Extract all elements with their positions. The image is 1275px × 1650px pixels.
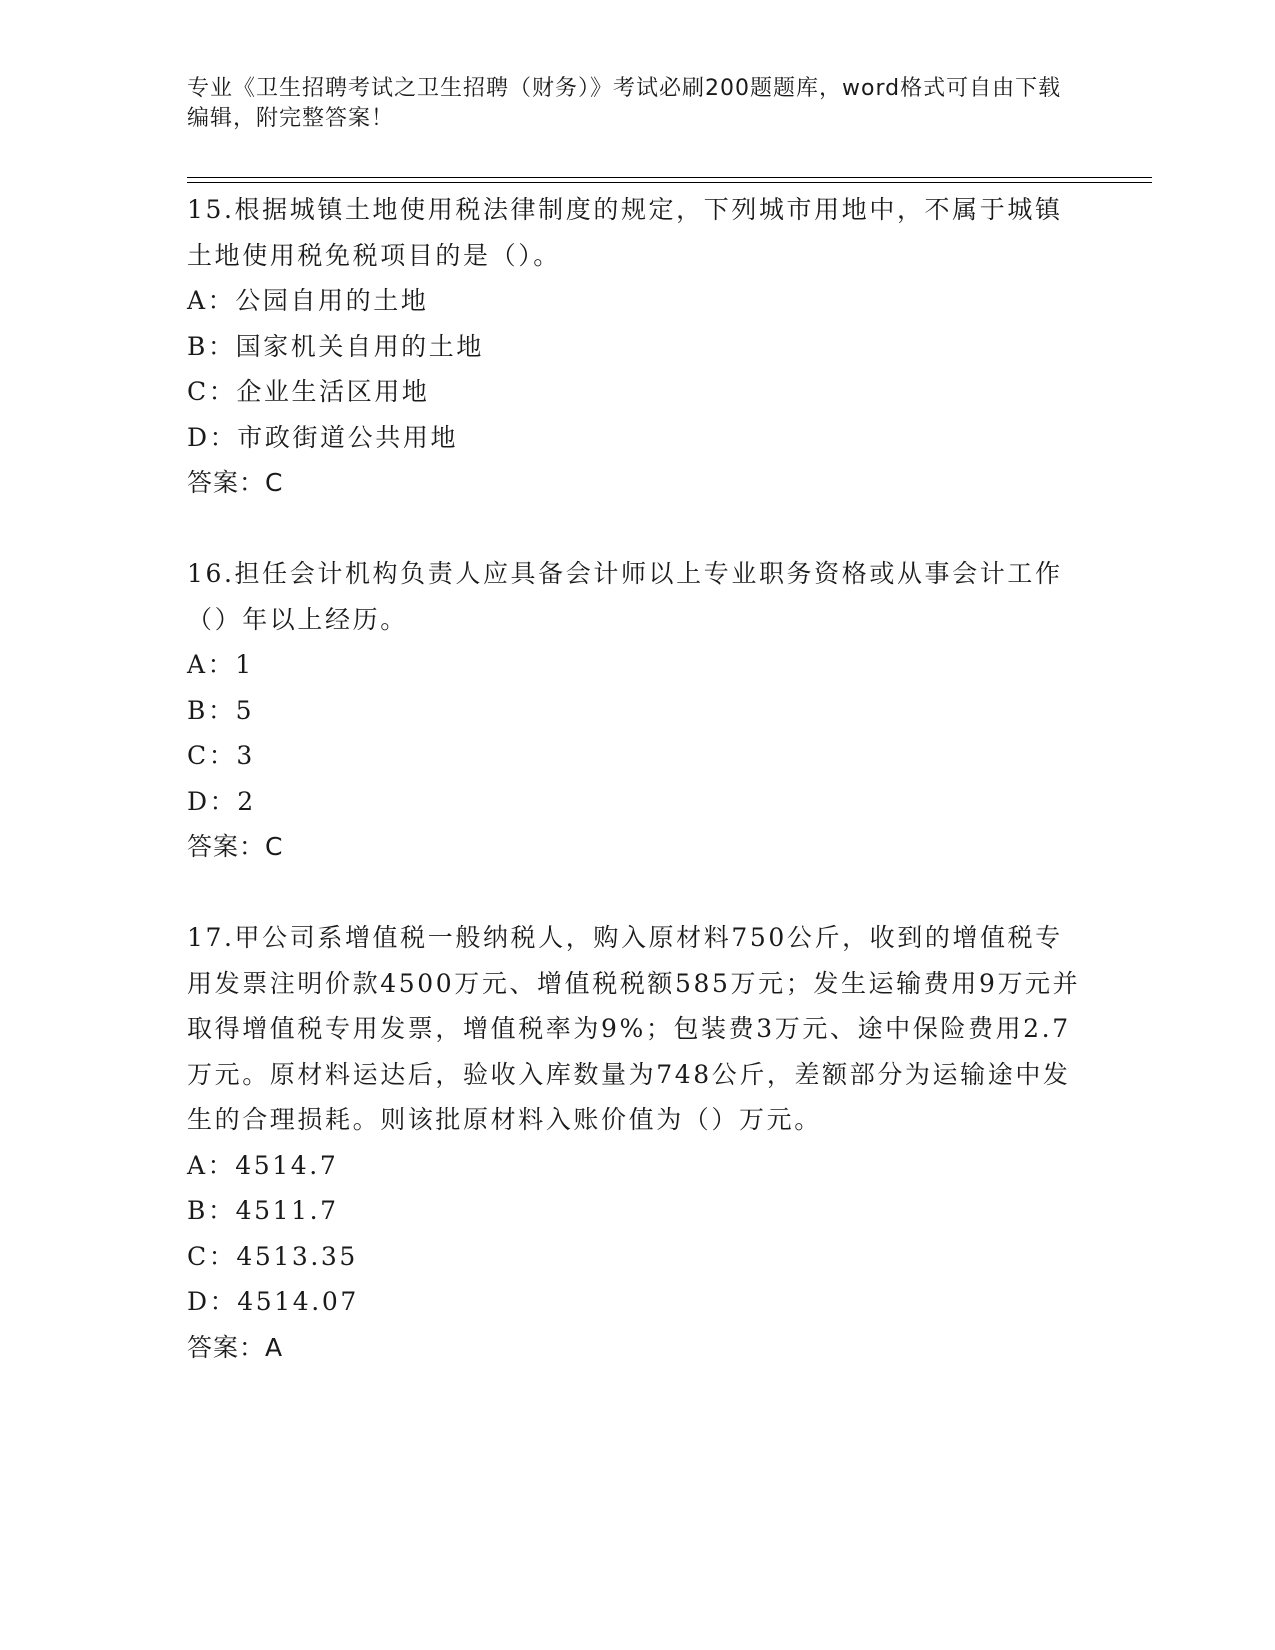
header-divider-bottom [187, 182, 1152, 183]
question-15 [187, 187, 1082, 506]
question-stem: 17.甲公司系增值税一般纳税人，购入原材料750公斤，收到的增值税专用发票注明价款4500万元、增值税税额585万元；发生运输费用9万元并取得增值税专用发票，增值税率为9%；包装费3万元、途中保险费用2.7万元。原材料运达后，验收入库数量为748公斤，差额部分为运输途中发生的合理损耗。则该批原材料入账价值为（）万元。 [187, 923, 1081, 1134]
answer: 答案：C [187, 832, 284, 861]
question-stem: 15.根据城镇土地使用税法律制度的规定，下列城市用地中，不属于城镇土地使用税免税项目的是（）。 [187, 195, 1063, 270]
option-d: D：2 [187, 786, 256, 816]
option-c: C：3 [187, 741, 255, 770]
option-c: C：4513.35 [187, 1241, 358, 1271]
option-b: B：4511.7 [187, 1196, 339, 1225]
header-divider-top [187, 177, 1152, 178]
option-c: C：企业生活区用地 [187, 377, 430, 406]
question-17 [187, 915, 1082, 1370]
option-d: D：4514.07 [187, 1287, 359, 1316]
option-b: B：国家机关自用的土地 [187, 331, 484, 361]
answer: 答案：C [187, 468, 284, 497]
option-d: D：市政街道公共用地 [187, 422, 459, 452]
answer: 答案：A [187, 1332, 284, 1362]
question-stem: 16.担任会计机构负责人应具备会计师以上专业职务资格或从事会计工作（）年以上经历。 [187, 559, 1063, 634]
question-16 [187, 551, 1082, 870]
document-header: 专业《卫生招聘考试之卫生招聘（财务）》考试必刷200题题库，word格式可自由下载编辑，附完整答案！ [187, 76, 1062, 131]
option-b: B：5 [187, 695, 255, 725]
option-a: A：1 [187, 650, 254, 679]
option-a: A：公园自用的土地 [187, 286, 429, 315]
option-a: A：4514.7 [187, 1150, 339, 1180]
